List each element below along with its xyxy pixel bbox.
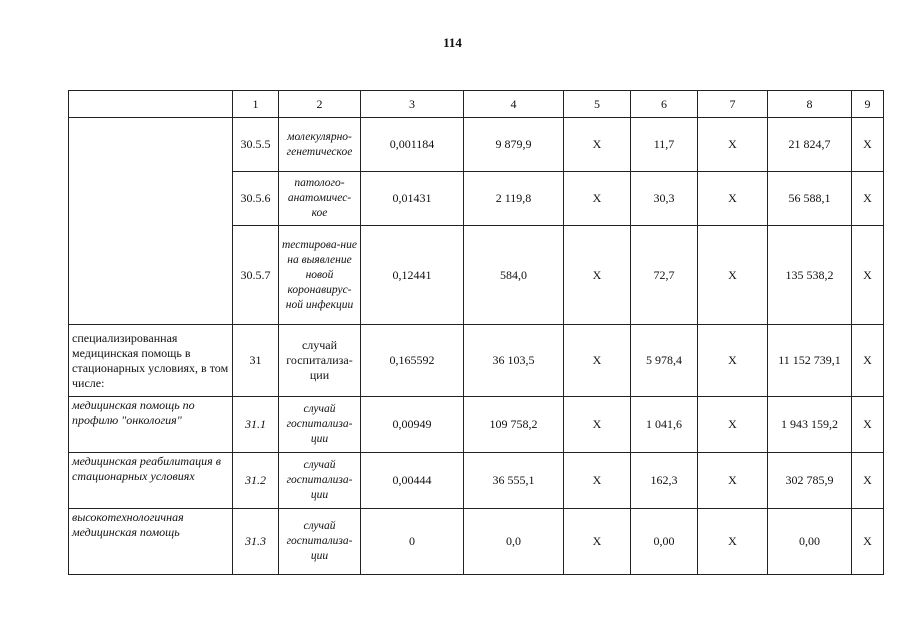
header-cell: 5 <box>564 91 631 118</box>
value-cell: 11 152 739,1 <box>768 325 852 397</box>
value-cell: 0,165592 <box>361 325 464 397</box>
name-cell: медицинская помощь по профилю "онкология" <box>69 397 233 453</box>
value-cell: 21 824,7 <box>768 118 852 172</box>
header-cell: 6 <box>631 91 698 118</box>
header-cell: 9 <box>852 91 884 118</box>
unit-cell: молекулярно-генетическое <box>279 118 361 172</box>
value-cell: 0,00 <box>768 509 852 575</box>
value-cell: 36 555,1 <box>464 453 564 509</box>
value-cell: X <box>564 118 631 172</box>
value-cell: 30,3 <box>631 172 698 226</box>
value-cell: X <box>564 397 631 453</box>
code-cell: 31 <box>233 325 279 397</box>
header-cell: 2 <box>279 91 361 118</box>
value-cell: X <box>698 226 768 325</box>
name-cell: специализированная медицинская помощь в стационарных условиях, в том числе: <box>69 325 233 397</box>
value-cell: X <box>698 172 768 226</box>
header-row <box>69 91 884 118</box>
value-cell: X <box>698 397 768 453</box>
header-cell: 1 <box>233 91 279 118</box>
value-cell: X <box>564 325 631 397</box>
value-cell: 0,12441 <box>361 226 464 325</box>
code-cell: 30.5.6 <box>233 172 279 226</box>
value-cell: 9 879,9 <box>464 118 564 172</box>
empty-name-cell <box>69 118 233 325</box>
value-cell: 36 103,5 <box>464 325 564 397</box>
value-cell: X <box>852 509 884 575</box>
header-cell: 8 <box>768 91 852 118</box>
code-cell: 31.2 <box>233 453 279 509</box>
value-cell: X <box>564 172 631 226</box>
value-cell: 0,0 <box>464 509 564 575</box>
value-cell: X <box>852 453 884 509</box>
value-cell: X <box>564 453 631 509</box>
value-cell: 0,00444 <box>361 453 464 509</box>
medical-care-table <box>68 90 884 575</box>
value-cell: 162,3 <box>631 453 698 509</box>
value-cell: X <box>852 172 884 226</box>
value-cell: 5 978,4 <box>631 325 698 397</box>
value-cell: 0 <box>361 509 464 575</box>
unit-cell: случай госпитализа-ции <box>279 325 361 397</box>
value-cell: 302 785,9 <box>768 453 852 509</box>
table-row <box>69 453 884 509</box>
value-cell: 1 943 159,2 <box>768 397 852 453</box>
value-cell: X <box>698 118 768 172</box>
header-cell <box>69 91 233 118</box>
value-cell: 11,7 <box>631 118 698 172</box>
value-cell: 0,01431 <box>361 172 464 226</box>
name-cell: высокотехнологичная медицинская помощь <box>69 509 233 575</box>
value-cell: 0,00949 <box>361 397 464 453</box>
table-row <box>69 325 884 397</box>
unit-cell: патолого-анатомичес-кое <box>279 172 361 226</box>
value-cell: X <box>852 118 884 172</box>
value-cell: 135 538,2 <box>768 226 852 325</box>
table-row <box>69 118 884 172</box>
value-cell: 1 041,6 <box>631 397 698 453</box>
value-cell: 56 588,1 <box>768 172 852 226</box>
code-cell: 30.5.7 <box>233 226 279 325</box>
value-cell: X <box>698 509 768 575</box>
page-number: 114 <box>443 35 462 50</box>
value-cell: 72,7 <box>631 226 698 325</box>
value-cell: X <box>852 325 884 397</box>
unit-cell: случай госпитализа-ции <box>279 509 361 575</box>
code-cell: 30.5.5 <box>233 118 279 172</box>
value-cell: X <box>852 226 884 325</box>
value-cell: X <box>852 397 884 453</box>
table-row <box>69 509 884 575</box>
value-cell: 109 758,2 <box>464 397 564 453</box>
unit-cell: случай госпитализа-ции <box>279 397 361 453</box>
header-cell: 3 <box>361 91 464 118</box>
value-cell: 0,00 <box>631 509 698 575</box>
code-cell: 31.3 <box>233 509 279 575</box>
value-cell: 2 119,8 <box>464 172 564 226</box>
value-cell: X <box>564 509 631 575</box>
header-cell: 7 <box>698 91 768 118</box>
value-cell: X <box>698 325 768 397</box>
name-cell: медицинская реабилитация в стационарных условиях <box>69 453 233 509</box>
unit-cell: случай госпитализа-ции <box>279 453 361 509</box>
value-cell: X <box>564 226 631 325</box>
value-cell: X <box>698 453 768 509</box>
code-cell: 31.1 <box>233 397 279 453</box>
header-cell: 4 <box>464 91 564 118</box>
unit-cell: тестирова-ние на выявление новой коронавирус-ной инфекции <box>279 226 361 325</box>
value-cell: 584,0 <box>464 226 564 325</box>
value-cell: 0,001184 <box>361 118 464 172</box>
table-row <box>69 397 884 453</box>
